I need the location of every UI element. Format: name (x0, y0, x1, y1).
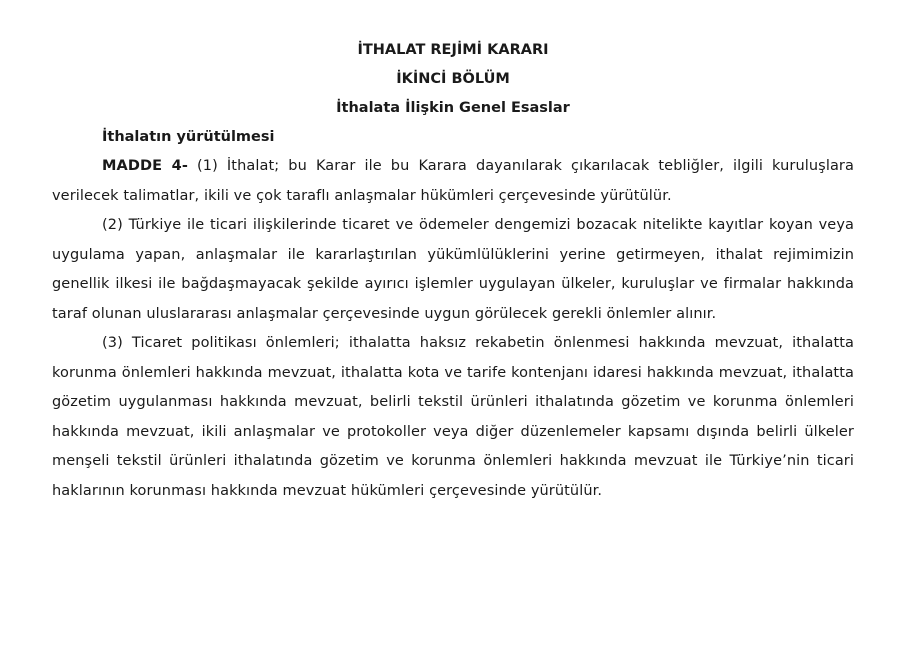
article-label: MADDE 4- (102, 158, 188, 174)
section-title: İthalatın yürütülmesi (102, 129, 275, 145)
paragraph-2: (2) Türkiye ile ticari ilişkilerinde ticaret ve ödemeler dengemizi bozacak nitelikte kayıtlar koyan veya uygulama yapan, anlaşmalar ile kararlaştırılan yükümlülüklerini yerine getirmeyen, ithalat rejimimizin genellik ilkesi ile bağdaşmayacak şekilde ayırıcı işlemler uygulayan ülkeler, kuruluşlar ve firmalar hakkında taraf olunan uluslararası anlaşmalar çerçevesinde uygun görülecek gerekli önlemler alınır. (52, 217, 854, 322)
document-title: İTHALAT REJİMİ KARARI (357, 42, 549, 58)
paragraph-1-text: (1) İthalat; bu Karar ile bu Karara dayanılarak çıkarılacak tebliğler, ilgili kuruluşlara verilecek talimatlar, ikili ve çok taraflı anlaşmalar hükümleri çerçevesinde yürütülür. (52, 158, 854, 204)
paragraph-1 (52, 152, 854, 211)
chapter-title: İKİNCİ BÖLÜM (396, 71, 510, 87)
paragraph-3: (3) Ticaret politikası önlemleri; ithalatta haksız rekabetin önlenmesi hakkında mevzuat, ithalatta korunma önlemleri hakkında mevzuat, ithalatta kota ve tarife kontenjanı idaresi hakkında mevzuat, ithalatta gözetim uygulanması hakkında mevzuat, belirli tekstil ürünleri ithalatında gözetim ve korunma önlemleri hakkında mevzuat, ikili anlaşmalar ve protokoller veya diğer düzenlemeler kapsamı dışında belirli ülkeler menşeli tekstil ürünleri ithalatında gözetim ve korunma önlemleri hakkında mevzuat ile Türkiye’nin ticari haklarının korunması hakkında mevzuat hükümleri çerçevesinde yürütülür. (52, 335, 854, 499)
chapter-subtitle: İthalata İlişkin Genel Esaslar (336, 100, 570, 116)
